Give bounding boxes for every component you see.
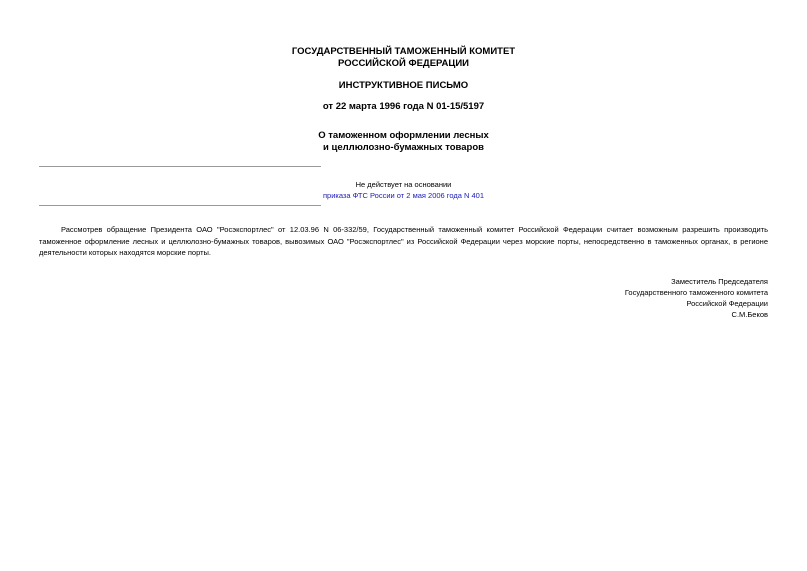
signature-block bbox=[625, 276, 768, 320]
document-type-label: ИНСТРУКТИВНОЕ ПИСЬМО bbox=[338, 80, 469, 91]
status-text: Не действует на основании bbox=[355, 180, 452, 189]
document-type bbox=[0, 80, 807, 92]
agency-title-line-2: РОССИЙСКОЙ ФЕДЕРАЦИИ bbox=[337, 58, 469, 69]
agency-title bbox=[0, 46, 807, 70]
document-subject-line-2: и целлюлозно-бумажных товаров bbox=[323, 142, 484, 153]
document-date-number-text: от 22 марта 1996 года N 01-15/5197 bbox=[322, 101, 485, 112]
document-date-number bbox=[0, 101, 807, 113]
signature-position-line-2: Государственного таможенного комитета bbox=[624, 288, 768, 297]
status-order-link[interactable]: приказа ФТС России от 2 мая 2006 года N 401 bbox=[322, 191, 485, 200]
divider-top bbox=[39, 166, 321, 167]
document-subject bbox=[0, 130, 807, 154]
signature-position-line-1: Заместитель Председателя bbox=[671, 277, 768, 286]
body-paragraph: Рассмотрев обращение Президента ОАО "Росэкспортлес" от 12.03.96 N 06-332/59, Государственный таможенный комитет Российской Федерации считает возможным разрешить производить таможенное оформление лесных и целлюлозно-бумажных товаров, вывозимых ОАО "Росэкспортлес" из Российской Федерации через морские порты, непосредственно в таможенных органах, в регионе деятельности которых находятся морские порты. bbox=[39, 225, 768, 257]
document-subject-line-1: О таможенном оформлении лесных bbox=[318, 130, 489, 141]
signature-name: С.М.Беков bbox=[731, 310, 768, 319]
status-notice bbox=[0, 179, 807, 201]
signature-position-line-3: Российской Федерации bbox=[686, 299, 768, 308]
agency-title-line-1: ГОСУДАРСТВЕННЫЙ ТАМОЖЕННЫЙ КОМИТЕТ bbox=[291, 46, 516, 57]
divider-bottom bbox=[39, 205, 321, 206]
